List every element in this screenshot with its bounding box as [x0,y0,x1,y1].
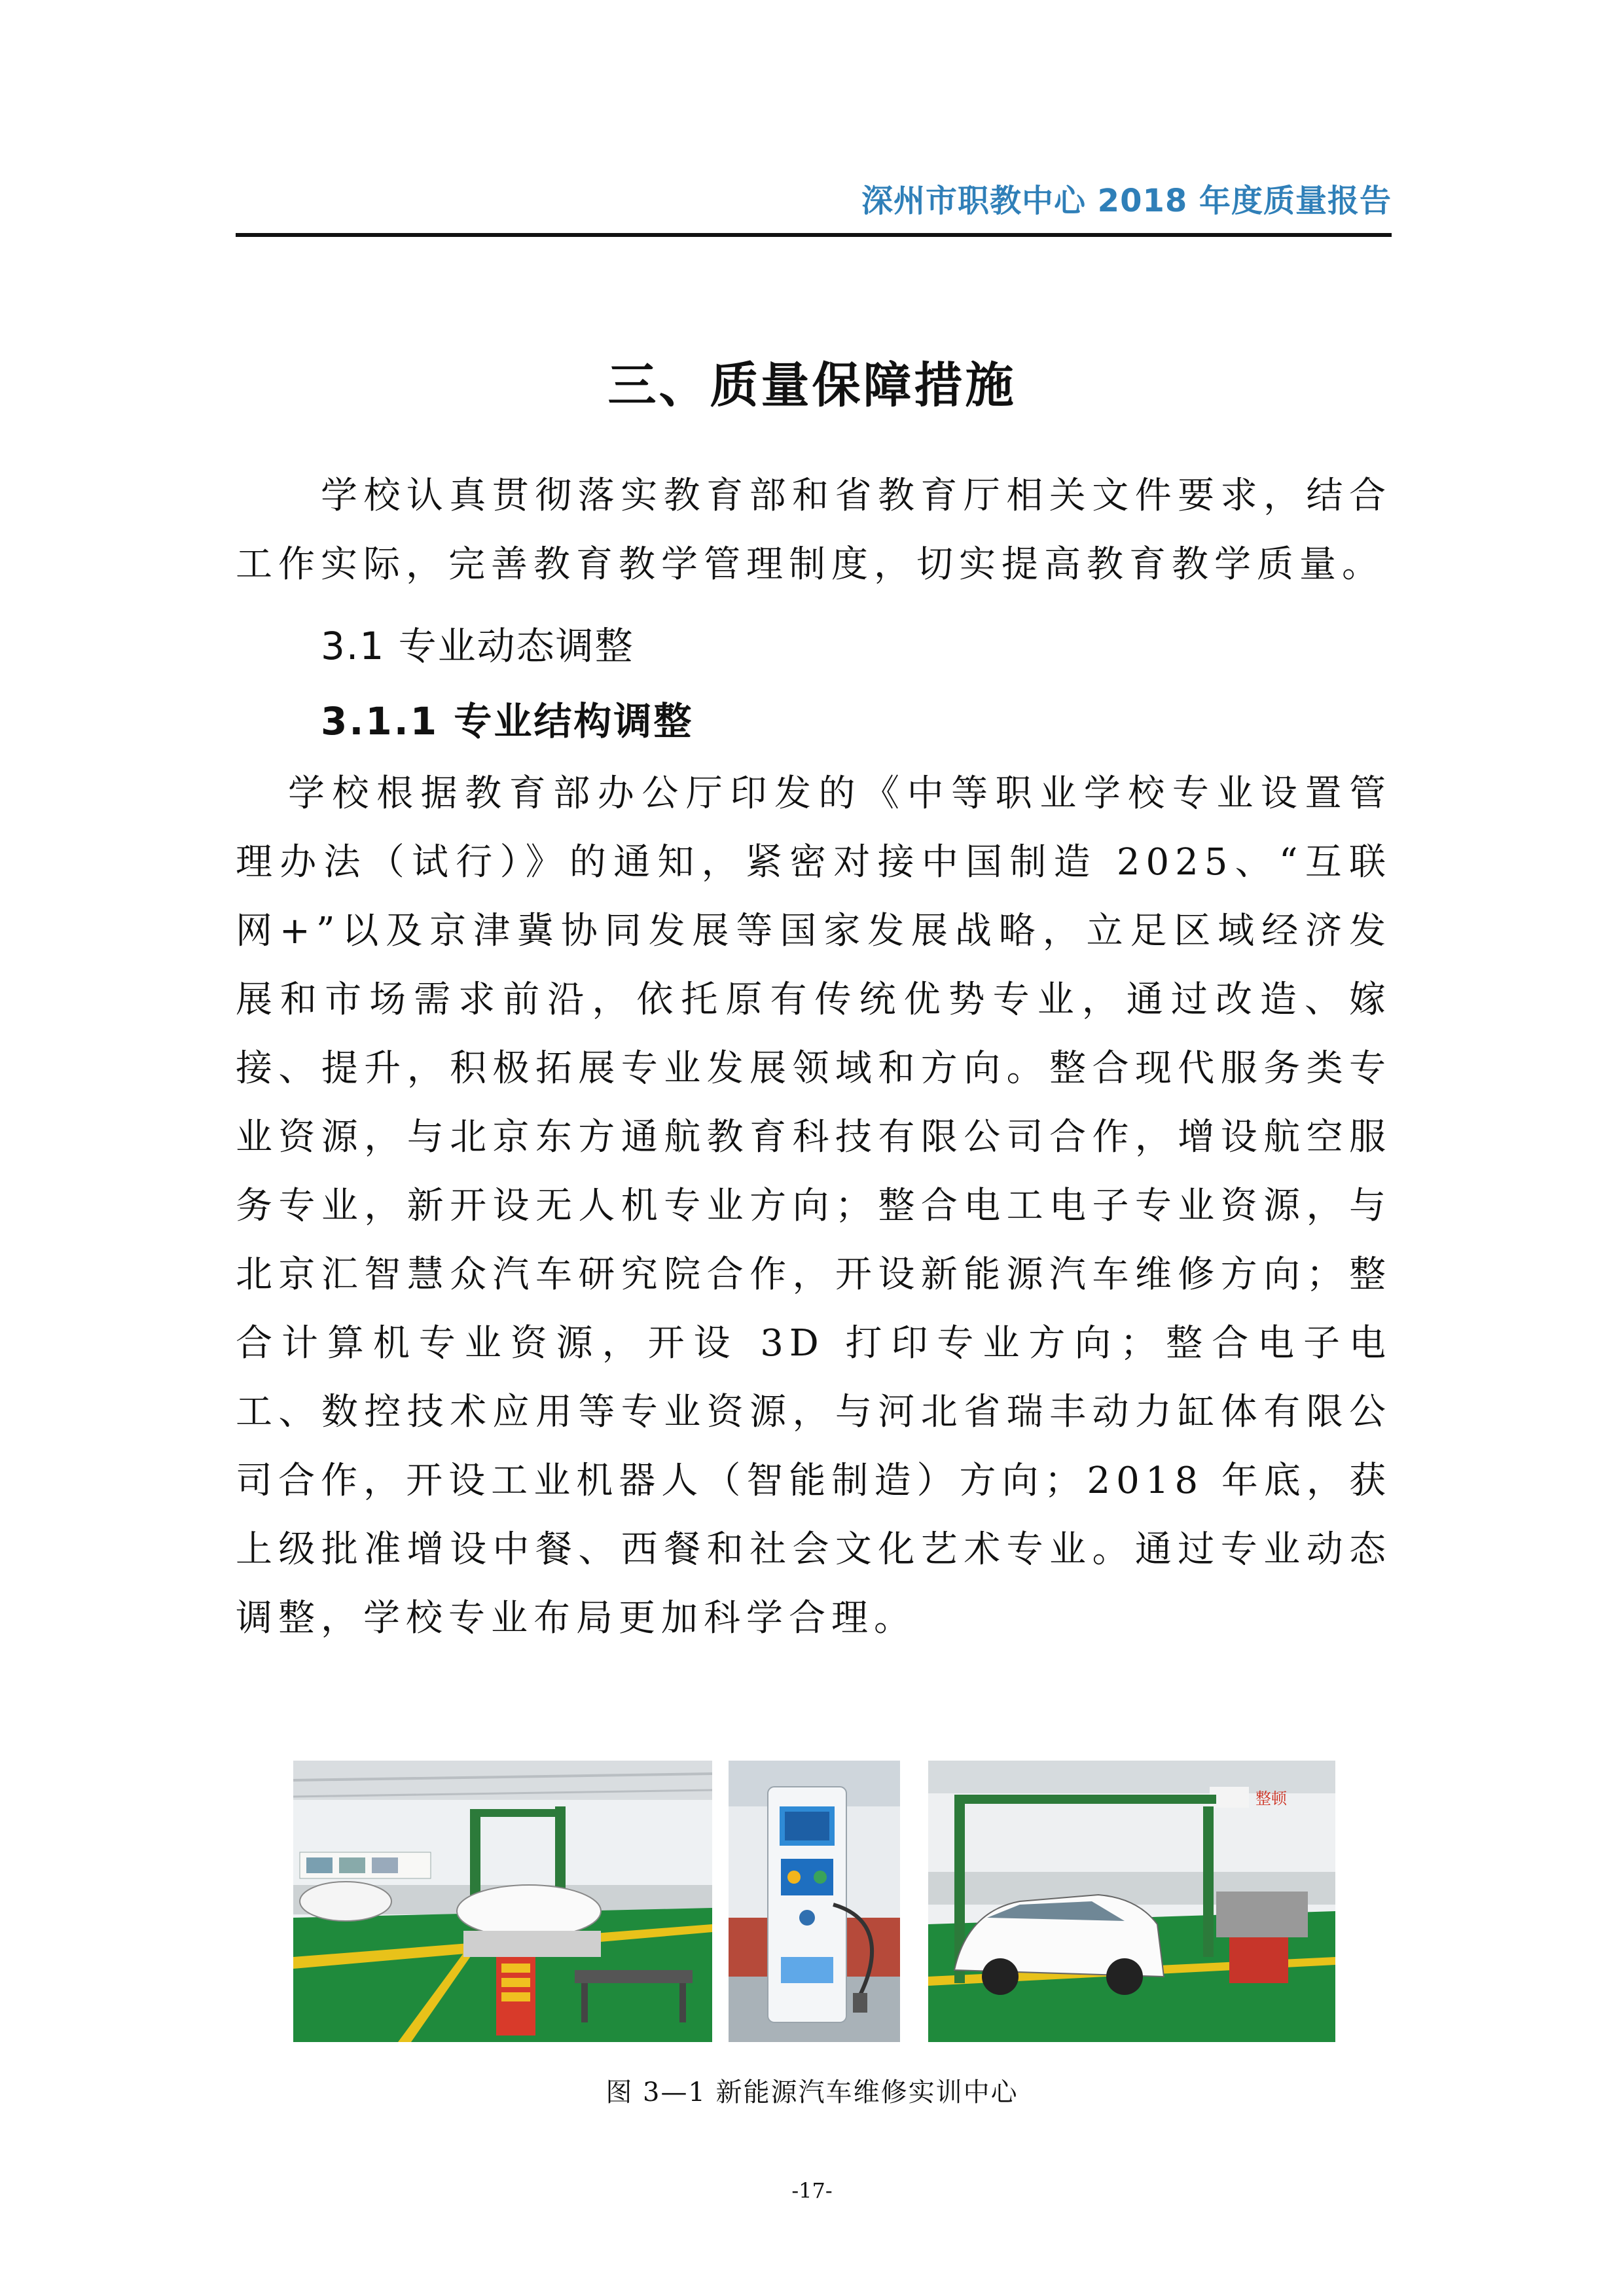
header-divider [236,233,1392,237]
wall-sign-text: 整顿 [1255,1789,1287,1808]
page-number: -17- [791,2178,833,2203]
main-paragraph: 学校根据教育部办公厅印发的《中等职业学校专业设置管理办法（试行）》的通知，紧密对接中国制造 2025、“互联网+”以及京津冀协同发展等国家发展战略，立足区域经济发展和市场需求前沿，依托原有传统优势专业，通过改造、嫁接、提升，积极拓展专业发展领域和方向。整合现代服务类专业资源，与北京东方通航教育科技有限公司合作，增设航空服务专业，新开设无人机专业方向；整合电工电子专业资源，与北京汇智慧众汽车研究院合作，开设新能源汽车维修方向；整合计算机专业资源，开设 3D 打印专业方向；整合电子电工、数控技术应用等专业资源，与河北省瑞丰动力缸体有限公司合作，开设工业机器人（智能制造）方向；2018 年底，获上级批准增设中餐、西餐和社会文化艺术专业。通过专业动态调整，学校专业布局更加科学合理。 [236,772,1392,1640]
charging-station-photo [729,1761,900,2042]
heading-3-1-1: 3.1.1 专业结构调整 [321,699,694,744]
workshop-photo-left [293,1761,712,2042]
intro-paragraph: 学校认真贯彻落实教育部和省教育厅相关文件要求，结合工作实际，完善教育教学管理制度，切实提高教育教学质量。 [236,475,1392,586]
section-title: 三、质量保障措施 [607,357,1017,414]
report-header-title: 深州市职教中心 2018 年度质量报告 [861,183,1392,219]
workshop-photo-right [928,1761,1335,2042]
heading-3-1: 3.1 专业动态调整 [321,624,634,668]
figure-caption: 图 3—1 新能源汽车维修实训中心 [605,2077,1019,2108]
